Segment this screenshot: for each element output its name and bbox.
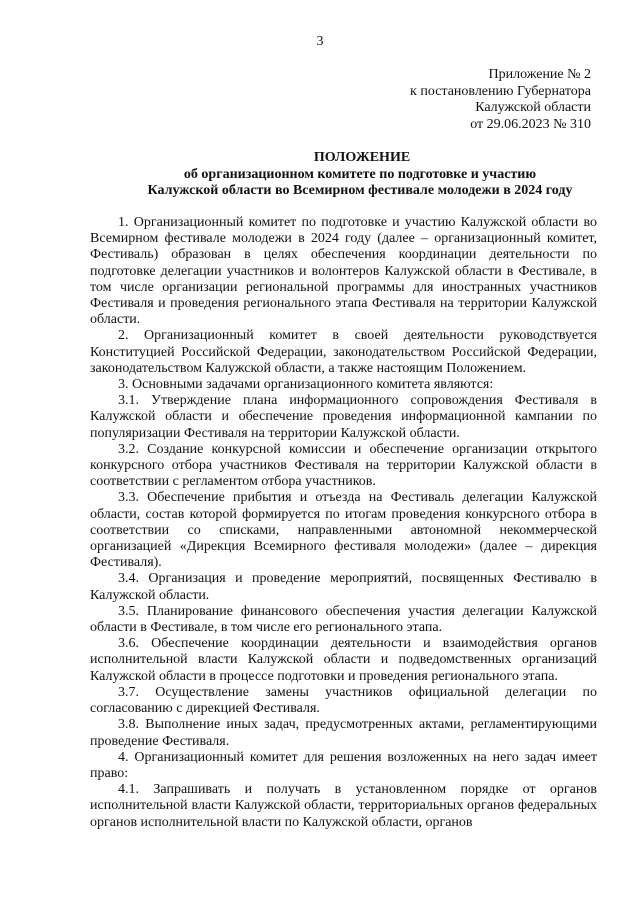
appendix-line: к постановлению Губернатора xyxy=(410,83,591,99)
title-heading: ПОЛОЖЕНИЕ xyxy=(313,150,411,165)
paragraph: 3.6. Обеспечение координации деятельности и взаимодействия органов исполнительной власти Калужской области и подведомственных организаций Калужской области в процессе подготовки и проведения регионального этапа. xyxy=(90,636,597,684)
appendix-line: от 29.06.2023 № 310 xyxy=(470,116,591,132)
paragraph: 3.2. Создание конкурсной комиссии и обеспечение организации открытого конкурсного отбора участников Фестиваля на территории Калужской области в соответствии с регламентом отбора участников. xyxy=(90,441,597,490)
paragraph: 4. Организационный комитет для решения возложенных на него задач имеет право: xyxy=(90,749,597,781)
paragraph: 3.7. Осуществление замены участников официальной делегации по согласованию с дирекцией Фестиваля. xyxy=(90,684,597,717)
paragraph: 3. Основными задачами организационного комитета являются: xyxy=(118,377,494,393)
paragraph: 3.4. Организация и проведение мероприятий, посвященных Фестивалю в Калужской области. xyxy=(90,571,597,603)
paragraph: 3.1. Утверждение плана информационного сопровождения Фестиваля в Калужской области и обеспечение проведения информационной кампании по популяризации Фестиваля на территории Калужской области. xyxy=(90,393,597,441)
appendix-line: Приложение № 2 xyxy=(488,67,591,82)
appendix-line: Калужской области xyxy=(475,100,591,115)
title-line: об организационном комитете по подготовке и участию xyxy=(183,166,537,182)
title-line: Калужской области во Всемирном фестивале молодежи в 2024 году xyxy=(147,183,573,198)
paragraph: 1. Организационный комитет по подготовке и участию Калужской области во Всемирном фестивале молодежи в 2024 году (далее – организационный комитет, Фестиваль) образован в целях обеспечения координации деятельности по подготовке делегации участников и волонтеров Калужской области в Фестивале, в том числе организации региональной программы для иностранных участников Фестиваля и проведения регионального этапа Фестиваля на территории Калужской области. xyxy=(90,215,597,328)
appendix-reference xyxy=(410,67,591,133)
paragraph: 2. Организационный комитет в своей деятельности руководствуется Конституцией Российской Федерации, законодательством Российской Федерации, законодательством Калужской области, а также настоящим Положением. xyxy=(90,328,597,376)
document-body xyxy=(90,215,597,831)
paragraph: 4.1. Запрашивать и получать в установленном порядке от органов исполнительной власти Калужской области, территориальных органов федеральных органов исполнительной власти по Калужской области, органов xyxy=(90,782,597,830)
paragraph: 3.5. Планирование финансового обеспечения участия делегации Калужской области в Фестивале, в том числе его регионального этапа. xyxy=(90,603,597,636)
page-number: 3 xyxy=(316,34,324,49)
paragraph: 3.8. Выполнение иных задач, предусмотренных актами, регламентирующими проведение Фестиваля. xyxy=(90,717,597,749)
paragraph: 3.3. Обеспечение прибытия и отъезда на Фестиваль делегации Калужской области, состав которой формируется по итогам проведения конкурсного отбора в соответствии со списками, направленными автономной некоммерческой организацией «Дирекция Всемирного фестиваля молодежи» (далее – дирекция Фестиваля). xyxy=(90,490,597,571)
document-title xyxy=(80,150,640,200)
